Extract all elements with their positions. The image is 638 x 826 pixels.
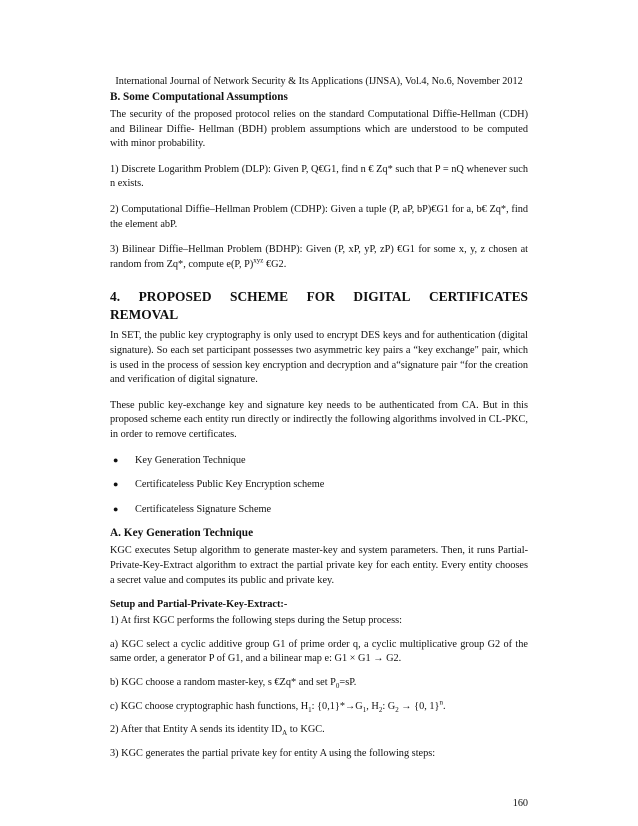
section-4-title-word: DIGITAL [353,289,411,305]
page-number: 160 [512,798,528,809]
section-4-heading [110,288,528,323]
bdhp-exponent: xyz [253,256,264,265]
section-4-title-word: SCHEME [230,289,289,305]
setup-step-2: 2) After that Entity A sends its identity $ID_A$ to KGC. [110,724,325,738]
list-item: ● Certificateless Signature Scheme [110,503,528,518]
section-4-title-line2: REMOVAL [110,306,179,322]
setup-subheading: Setup and Partial-Private-Key-Extract:- [110,599,288,611]
list-item: ● Certificateless Public Key Encryption scheme [110,478,528,493]
cdhp-item: 2) Computational Diffie–Hellman Problem (CDHP): Given a tuple (P, aP, bP)€G1 for a, b€ Zq*, find the element abP. [110,204,528,230]
setup-step-c: c) KGC choose cryptographic hash functions, $H_1$: $\{0,1\}*\to G_1$, $H_2$: $G_2 \to \{0$, 1}$^n$. [110,698,446,714]
setup-step-3: 3) KGC generates the partial private key for entity A using the following steps: [110,747,436,759]
section-b-intro: The security of the proposed protocol relies on the standard Computational Diffie-Hellman (CDH) and Bilinear Diffie- Hellman (BDH) problem assumptions which are understood to be computed with minor probability. [110,109,528,150]
dlp-item: 1) Discrete Logarithm Problem (DLP): Given P, Q€G1, find n € Zq* such that P = nQ whenever such n exists. [110,163,528,190]
bullet-icon: ● [113,479,119,490]
setup-step-b: b) KGC choose a random master-key, s €Zq* and set $P_0=sP$. [110,677,357,691]
journal-header: International Journal of Network Security & Its Applications (IJNSA), Vol.4, No.6, November 2012 [115,76,523,87]
section-b-heading: B. Some Computational Assumptions [110,91,288,103]
bdhp-item: 3) Bilinear Diffie–Hellman Problem (BDHP): Given (P, xP, yP, zP) €G1 for some x, y, z chosen at random from Zq*, compute e(P, P)$^{xyz}$ €G2. [110,244,528,270]
bullet-icon: ● [113,454,119,465]
section-4-title-word: PROPOSED [138,289,212,305]
section-a-heading: A. Key Generation Technique [110,527,254,540]
setup-step-a: a) KGC select a cyclic additive group G1 of prime order q, a cyclic multiplicative group G2 of the same order, a generator P of G1, and a bilinear map e: G1 × G1 → G2. [110,638,528,665]
list-item: ● Key Generation Technique [110,454,528,469]
bullet-icon: ● [113,503,119,514]
algorithm-list [110,454,528,518]
section-4-title-word: CERTIFICATES [428,289,528,305]
section-4-para-1: In SET, the public key cryptography is only used to encrypt DES keys and for authentication (digital signature). So each set participant possesses two asymmetric key pairs a “key exchange" pair, which is used in the process of session key encryption and decryption and a“signature pair “for the creation and verification of digital signature. [110,330,528,386]
section-4-para-2: These public key-exchange key and signature key needs to be authenticated from CA. But in this proposed scheme each entity run directly or indirectly the following algorithms involved in CL-PKC, in order to remove certificates. [110,399,528,440]
section-4-title-word: FOR [306,289,335,305]
setup-step-1: 1) At first KGC performs the following steps during the Setup process: [110,615,402,627]
section-4-title-word: 4. [110,289,121,305]
section-a-para: KGC executes Setup algorithm to generate master-key and system parameters. Then, it runs Partial-Private-Key-Extract algorithm to extract the partial private key for each entity. Every entity chooses a secret value and computes its public and private key. [110,545,528,586]
